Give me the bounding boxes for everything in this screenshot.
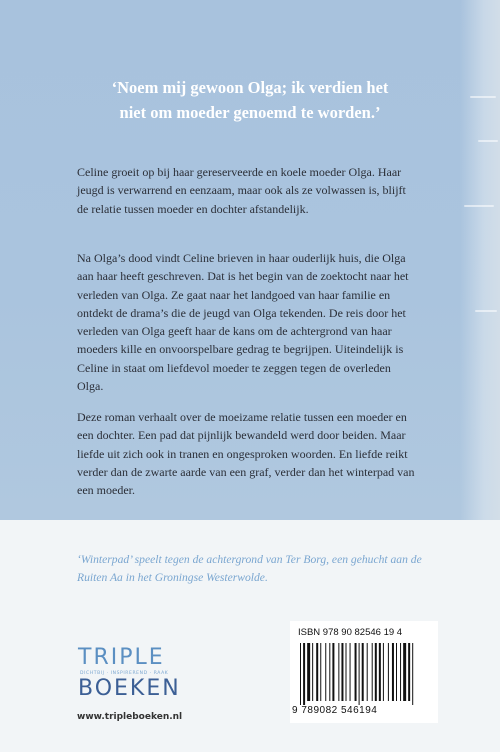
brush-streak bbox=[478, 140, 498, 142]
barcode-bar bbox=[403, 643, 406, 701]
isbn-label: ISBN 978 90 82546 19 4 bbox=[298, 627, 403, 638]
barcode-bar bbox=[375, 643, 377, 701]
barcode-bar bbox=[329, 643, 330, 701]
publisher-logo bbox=[78, 646, 186, 706]
barcode-bar bbox=[350, 643, 351, 701]
setting-note bbox=[77, 551, 437, 587]
barcode-bar bbox=[346, 643, 347, 701]
barcode-bar bbox=[392, 643, 394, 701]
ean-digits: 9 789082 546194 bbox=[292, 705, 378, 716]
barcode-bar bbox=[312, 643, 313, 701]
brush-streak bbox=[464, 205, 494, 207]
blurb-paragraph-1: Celine groeit op bij haar gereserveerde en koele moeder Olga. Haar jeugd is verwarrend en eenzaam, maar ook als ze volwassen is, blijft de relatie tussen moeder en dochter afstandelijk. bbox=[77, 165, 406, 216]
barcode-bar bbox=[359, 643, 360, 705]
blurb-paragraph-3: Deze roman verhaalt over de moeizame relatie tussen een moeder en een dochter. Een pad dat pijnlijk bewandeld werd door beiden. Maar liefde uit zich ook in tranen en ongesproken woorden. En liefde reikt verder dan de zwarte aarde van een graf, verder dan het winterpad van een moeder. bbox=[77, 410, 415, 498]
setting-note-title: ‘Winterpad’ bbox=[77, 553, 132, 566]
barcode-bar bbox=[332, 643, 334, 701]
barcode-bar bbox=[396, 643, 397, 701]
barcode-bar bbox=[412, 643, 413, 705]
barcode-icon bbox=[298, 643, 430, 705]
barcode-bar bbox=[316, 643, 318, 701]
barcode-bar bbox=[325, 643, 326, 701]
logo-word-top: TRIPLE bbox=[78, 645, 165, 670]
brush-texture bbox=[460, 0, 500, 520]
pull-quote-line-2: niet om moeder genoemd te worden.’ bbox=[119, 103, 381, 122]
logo-word-bottom: BOEKEN bbox=[78, 676, 181, 701]
barcode-bar bbox=[388, 643, 389, 701]
brush-streak bbox=[470, 96, 496, 98]
pull-quote-line-1: ‘Noem mij gewoon Olga; ik verdien het bbox=[111, 78, 389, 97]
barcode-bar bbox=[400, 643, 401, 701]
blurb-paragraph-2: Na Olga’s dood vindt Celine brieven in haar ouderlijk huis, die Olga aan haar heeft geschreven. Dat is het begin van de zoektocht naar het verleden van Olga. Ze gaat naar het landgoed van haar familie en ontdekt de drama’s die de jeugd van Olga tekenden. De reis door het verleden van Olga geeft haar de kans om de achtergrond van haar moeders kille en onvoorspelbare gedrag te begrijpen. Uiteindelijk is Celine in staat om liefdevol moeder te zeggen tegen de overleden Olga. bbox=[77, 251, 409, 394]
barcode-bar bbox=[408, 643, 410, 701]
barcode-bar bbox=[362, 643, 364, 701]
logo-tagline: DICHTBIJ · INSPIREREND · RAAK bbox=[80, 671, 169, 676]
barcode-box bbox=[290, 621, 438, 723]
barcode-bar bbox=[372, 643, 373, 701]
pull-quote bbox=[60, 75, 440, 125]
barcode-bar bbox=[355, 643, 357, 701]
barcode-bar bbox=[300, 643, 301, 705]
brush-streak bbox=[475, 310, 497, 312]
barcode-bar bbox=[383, 643, 384, 701]
setting-note-text: speelt tegen de achtergrond van Ter Borg, een gehucht aan de Ruiten Aa in het Groningse Westerwolde. bbox=[77, 553, 422, 584]
barcode-bar bbox=[341, 643, 343, 701]
barcode-bar bbox=[367, 643, 368, 701]
barcode-bar bbox=[338, 643, 339, 701]
barcode-bar bbox=[307, 643, 310, 701]
barcode-bar bbox=[320, 643, 321, 701]
barcode-bar bbox=[303, 643, 305, 705]
barcode-bar bbox=[379, 643, 381, 701]
publisher-website-link[interactable]: www.tripleboeken.nl bbox=[77, 712, 183, 722]
